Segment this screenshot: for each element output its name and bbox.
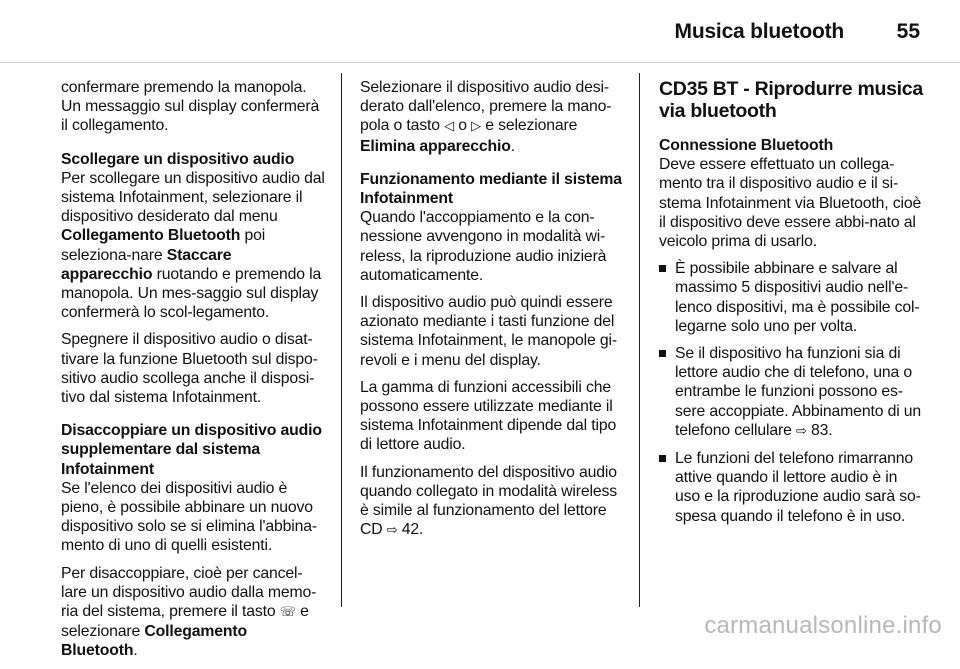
page-header xyxy=(0,0,960,62)
column-2 xyxy=(360,78,626,548)
subheading-connection: Connessione Bluetooth xyxy=(659,137,834,154)
arrow-left-icon: ◁ xyxy=(444,119,454,135)
header-divider xyxy=(0,62,960,63)
paragraph: Quando l'accoppiamento e la con-nessione avvengono in modalità wi-reless, la riproduzione audio inizierà automaticamente. xyxy=(360,209,607,284)
paragraph: La gamma di funzioni accessibili che possono essere utilizzate mediante il sistema Infotainment dipende dal tipo di lettore audio. xyxy=(360,378,617,454)
list-item: Le funzioni del telefono rimarranno attive quando il lettore audio è in uso e la riproduzione audio sarà so-spesa quando il telefono è in uso. xyxy=(659,449,925,526)
bullet-square-icon xyxy=(659,265,666,272)
paragraph: Il dispositivo audio può quindi essere azionato mediante i tasti funzione del sistema Infotainment, le manopole gi-revoli e i menu del display. xyxy=(360,294,617,369)
paragraph: confermare premendo la manopola. Un messaggio sul display confermerà il collegamento. xyxy=(61,79,320,135)
subheading-operation: Funzionamento mediante il sistema Infotainment xyxy=(360,170,622,208)
column-3 xyxy=(659,78,925,534)
section-title: CD35 BT - Riprodurre musica via bluetooth xyxy=(659,78,923,122)
paragraph: Il funzionamento del dispositivo audio quando collegato in modalità wireless è simile al funzionamento del lettore CD ⇨ 42. xyxy=(360,463,618,539)
paragraph: Spegnere il dispositivo audio o disat-tivare la funzione Bluetooth sul dispo-sitivo audio scollega anche il disposi-tivo dal sistema Infotainment. xyxy=(61,331,318,407)
paragraph: Per scollegare un dispositivo audio dal sistema Infotainment, selezionare il dispositivo desiderato dal menu Collegamento Bluetooth poi seleziona-nare Staccare apparecchio ruotando e premendo la manopola. Un mes-saggio sul display confermerà lo scol-legamento. xyxy=(61,169,325,322)
list-item: Se il dispositivo ha funzioni sia di lettore audio che di telefono, una o entrambe le funzioni possono es-sere accoppiate. Abbinamento di un telefono cellulare ⇨ 83. xyxy=(659,344,925,441)
bullet-square-icon xyxy=(659,455,666,462)
paragraph: Deve essere effettuato un collega-mento tra il dispositivo audio e il si-stema Infotainment via Bluetooth, cioè il dispositivo deve essere abbi-nato al veicolo prima di usarlo. xyxy=(659,156,922,251)
watermark: carmanualsonline.info xyxy=(704,612,942,639)
paragraph: Selezionare il dispositivo audio desi-derato dall'elenco, premere la mano-pola o tasto ◁ o ▷ e selezionare Elimina apparecchio. xyxy=(360,79,612,155)
phone-key-icon: ☏ xyxy=(279,605,296,621)
list-item: È possibile abbinare e salvare al massimo 5 dispositivi audio nell'e-lenco dispositivi, ma è possibile col-legarne solo uno per volta. xyxy=(659,259,925,336)
page-title: Musica bluetooth xyxy=(674,20,844,43)
column-1 xyxy=(61,78,327,669)
page-number: 55 xyxy=(896,20,920,43)
paragraph: Per disaccoppiare, cioè per cancel-lare un dispositivo audio dalla memo-ria del sistema, premere il tasto ☏ e selezionare Collegamento Bluetooth. xyxy=(61,564,317,660)
subheading-disconnect: Scollegare un dispositivo audio xyxy=(61,150,295,168)
bullet-square-icon xyxy=(659,350,666,357)
page-reference-icon: ⇨ xyxy=(795,423,807,439)
column-divider xyxy=(341,73,342,607)
subheading-unpair: Disaccoppiare un dispositivo audio supplementare dal sistema Infotainment xyxy=(61,422,322,478)
page-reference-icon: ⇨ xyxy=(386,523,398,539)
column-divider xyxy=(639,73,640,607)
bullet-list xyxy=(659,259,925,526)
paragraph: Se l'elenco dei dispositivi audio è pieno, è possibile abbinare un nuovo dispositivo solo se si elimina l'abbina-mento di uno di quelli esistenti. xyxy=(61,479,318,555)
arrow-right-icon: ▷ xyxy=(471,119,481,135)
